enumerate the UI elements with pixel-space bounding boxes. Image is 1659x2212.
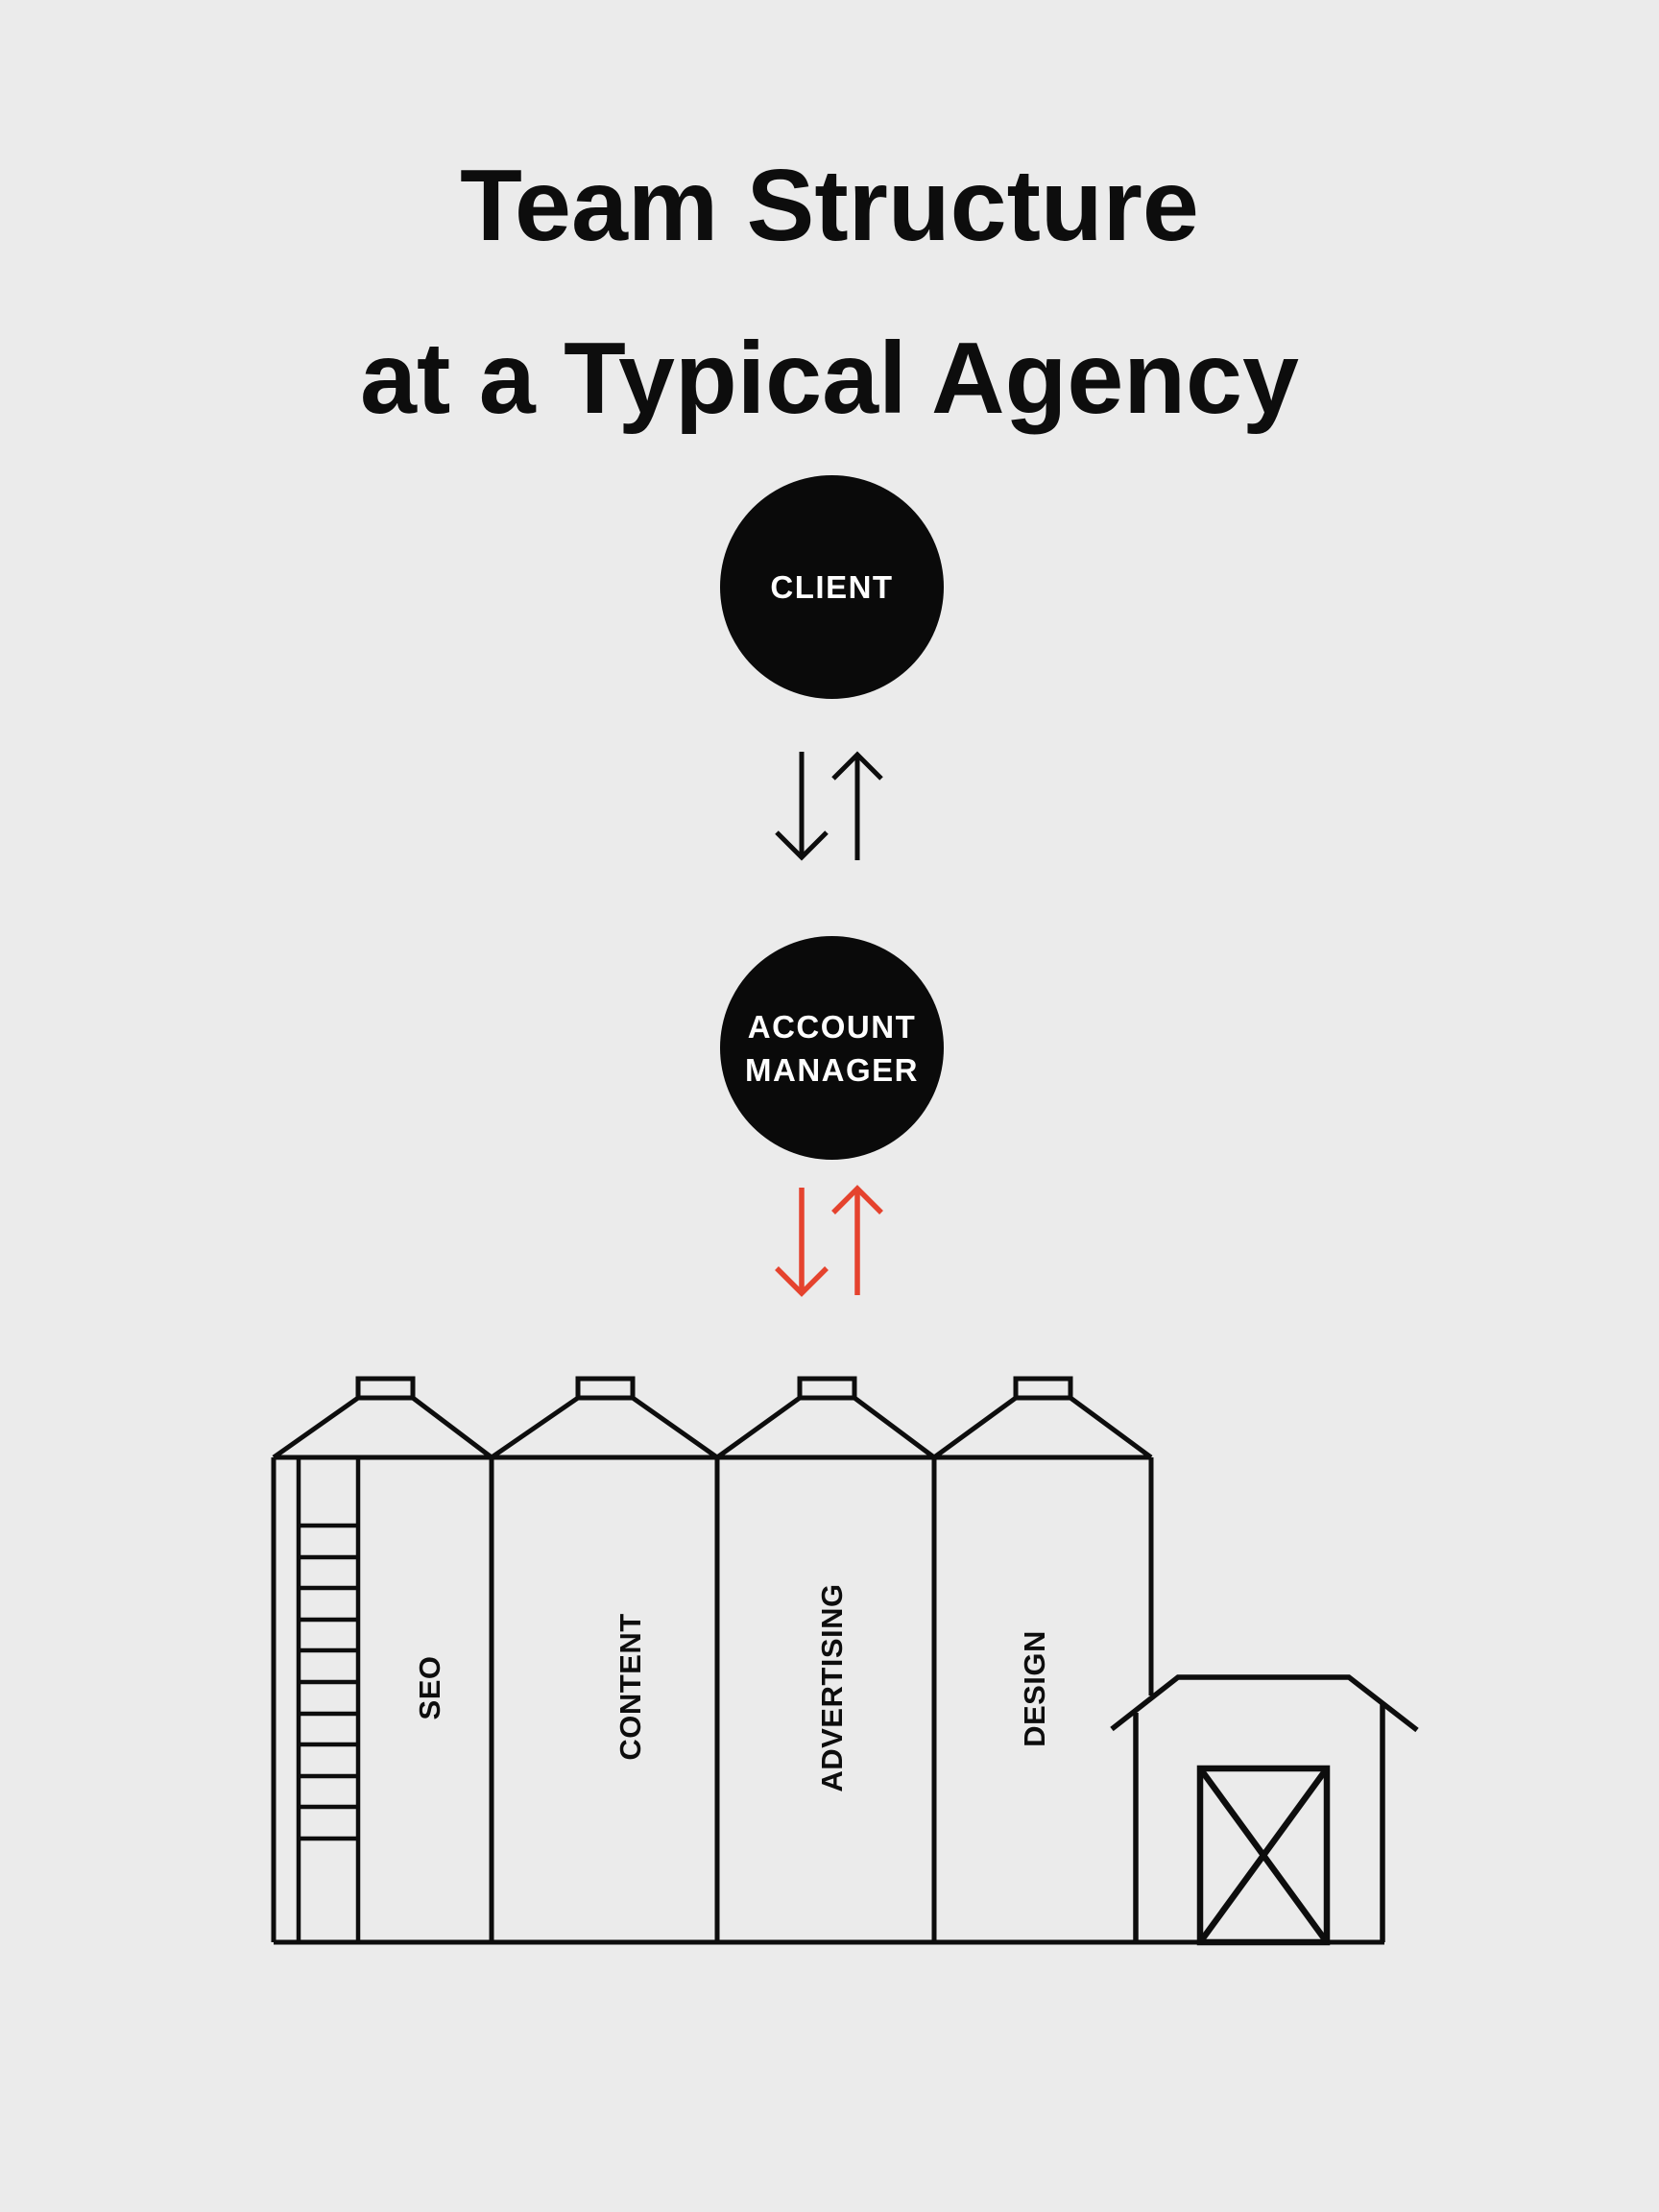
up-arrow-icon: [833, 755, 881, 860]
silo-label-advertising: ADVERTISING: [815, 1583, 849, 1792]
account-manager-node: [720, 936, 944, 1160]
down-arrow-icon: [777, 752, 827, 857]
silo-label-seo: SEO: [413, 1655, 446, 1720]
manager-team-arrows: [777, 1188, 881, 1295]
up-arrow-red-icon: [833, 1189, 881, 1295]
client-node: [720, 475, 944, 699]
page-title-line-1: Team Structure: [460, 149, 1199, 262]
account-manager-label-line-2: MANAGER: [745, 1051, 919, 1088]
silo-3-roof: [717, 1379, 934, 1457]
barn-door-icon: [1200, 1768, 1327, 1942]
ladder-icon: [299, 1457, 358, 1942]
silo-2-roof: [492, 1379, 717, 1457]
client-manager-arrows: [777, 752, 881, 860]
account-manager-label-line-1: ACCOUNT: [747, 1008, 917, 1045]
down-arrow-red-icon: [777, 1188, 827, 1293]
silo-label-design: DESIGN: [1018, 1630, 1051, 1747]
silo-1-roof: [274, 1379, 492, 1457]
barn-icon: [1112, 1677, 1417, 1942]
silo-4-roof: [934, 1379, 1151, 1457]
barn-roof: [1112, 1677, 1417, 1730]
client-label: CLIENT: [770, 569, 894, 605]
silo-label-content: CONTENT: [613, 1613, 647, 1761]
page-title-line-2: at a Typical Agency: [360, 322, 1299, 435]
